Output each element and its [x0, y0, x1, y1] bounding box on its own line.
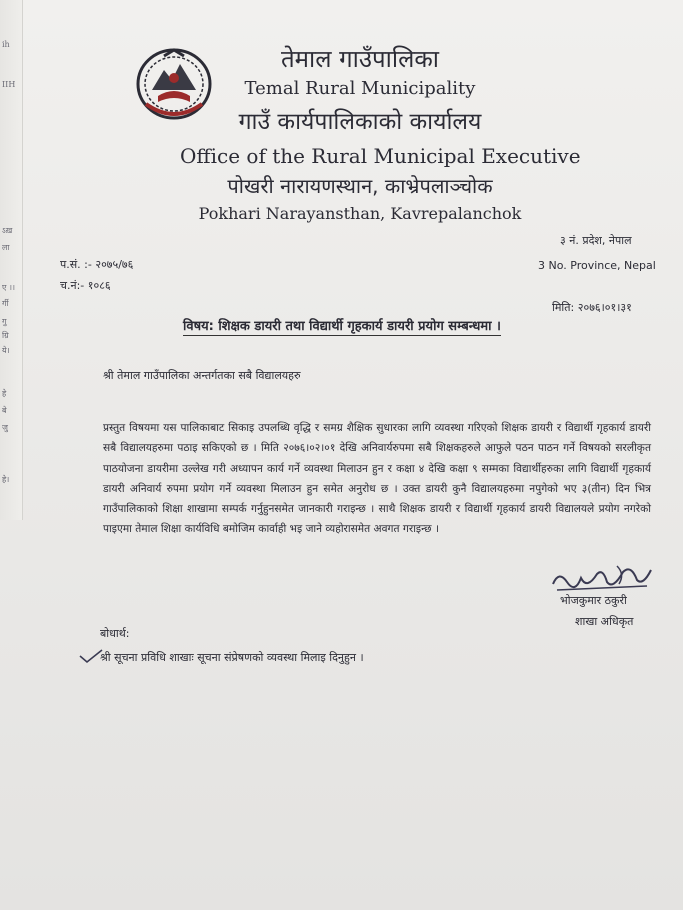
municipality-title-en: Temal Rural Municipality	[244, 78, 476, 99]
recipient: श्री तेमाल गाउँपालिका अन्तर्गतका सबै विद्यालयहरु	[103, 369, 301, 382]
bleed-text: ІІН	[2, 80, 16, 89]
signature-icon	[547, 560, 657, 596]
cc-label: बोधार्थ:	[100, 627, 130, 640]
signatory-title: शाखा अधिकृत	[575, 615, 634, 628]
letter-subject: विषय: शिक्षक डायरी तथा विद्यार्थी गृहकार्य डायरी प्रयोग सम्बन्धमा ।	[183, 316, 501, 336]
province-en: 3 No. Province, Nepal	[538, 259, 656, 272]
signatory-name: भोजकुमार ठकुरी	[560, 594, 627, 607]
bleed-text: बे	[2, 406, 7, 415]
bleed-text: ला	[2, 243, 10, 252]
province-np: ३ नं. प्रदेश, नेपाल	[560, 234, 632, 247]
letter-body: प्रस्तुत विषयमा यस पालिकाबाट सिकाइ उपलब्धि वृद्धि र समग्र शैक्षिक सुधारका लागि व्यवस्था गरिएको शिक्षक डायरी र विद्यार्थी गृहकार्य डायरी सबै विद्यालयहरुमा पठाइ सकिएको छ । मिति २०७६।०२।०१ देखि अनिवार्यरुपमा सबै शिक्षकहरुले आफुले पठन पाठन गर्ने विषयको सरलीकृत पाठयोजना डायरीमा उल्लेख गरी अध्यापन कार्य गर्ने व्यवस्था मिलाउन हुन र कक्षा ४ देखि कक्षा ९ सम्मका विद्यार्थीहरुका लागि विद्यार्थी गृहकार्य डायरी अनिवार्य रुपमा प्रयोग गर्ने व्यवस्था मिलाउन हुन समेत अनुरोध छ । उक्त डायरी कुनै विद्यालयहरुमा नपुगेको भए ३(तीन) दिन भित्र गाउँपालिकाको शिक्षा शाखामा सम्पर्क गर्नुहुनसमेत जानकारी गराइन्छ । साथै शिक्षक डायरी र विद्यार्थी गृहकार्य डायरी विद्यालयले प्रयोग नगरेको पाइएमा तेमाल शिक्षा कार्यविधि बमोजिम कार्वाही भइ जाने व्यहोरासमेत अवगत गराइन्छ ।	[103, 422, 651, 536]
bleed-text: हे।	[2, 475, 10, 484]
dispatch-number: च.नं:- १०८६	[60, 279, 111, 292]
bleed-text: ग्रि	[2, 331, 9, 340]
bleed-text: जु	[2, 423, 8, 432]
bleed-text: गु	[2, 317, 7, 326]
bleed-text: हे	[2, 389, 7, 398]
address-np: पोखरी नारायणस्थान, काभ्रेपलाञ्चोक	[227, 174, 493, 198]
office-title-en: Office of the Rural Municipal Executive	[180, 144, 581, 168]
address-en: Pokhari Narayansthan, Kavrepalanchok	[198, 204, 522, 223]
bleed-text: ये।	[2, 346, 10, 355]
cc-recipient: श्री सूचना प्रविधि शाखाः सूचना संप्रेषणको व्यवस्था मिलाइ दिनुहुन ।	[100, 651, 364, 664]
bleed-text: ih	[2, 40, 10, 49]
adjacent-page-edge	[0, 0, 23, 520]
bleed-text: र्गी	[2, 299, 9, 308]
bleed-text: ए ।।	[2, 283, 16, 292]
office-title-np: गाउँ कार्यपालिकाको कार्यालय	[238, 109, 482, 135]
municipality-title-np: तेमाल गाउँपालिका	[280, 45, 439, 73]
letter-date: मिति: २०७६।०१।३१	[552, 301, 632, 314]
bleed-text: ऽख़	[2, 226, 13, 235]
reference-number: प.सं. :- २०७५/७६	[60, 258, 134, 271]
